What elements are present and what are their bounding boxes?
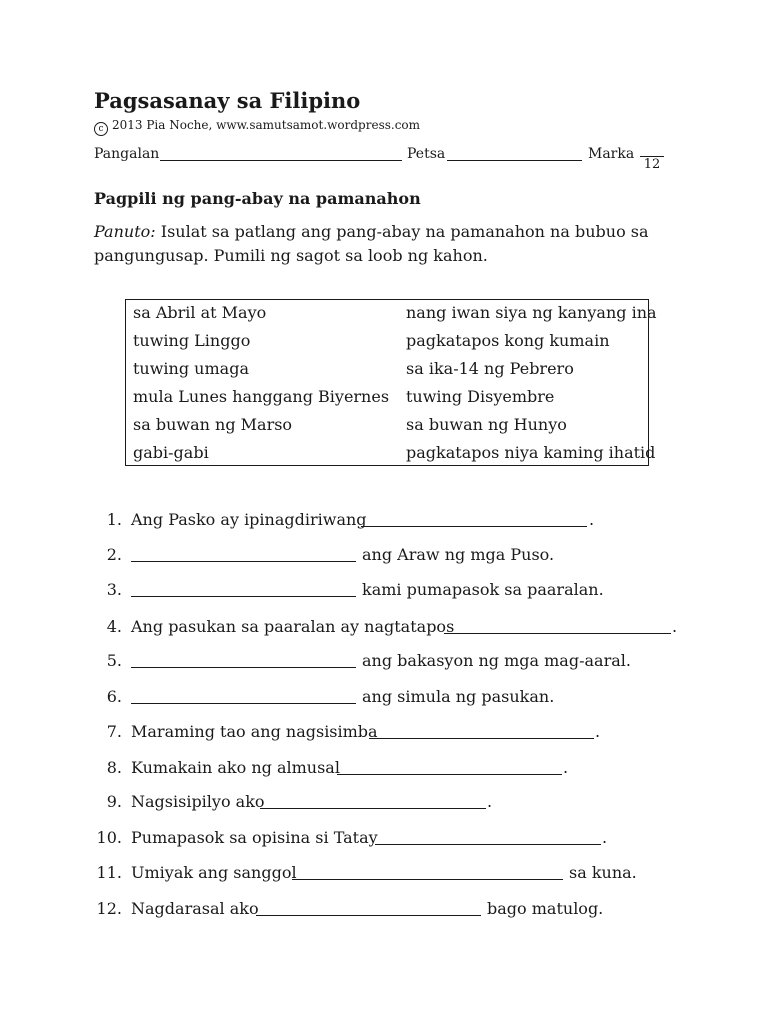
question-number: 8. xyxy=(106,758,122,777)
question-text: Kumakain ako ng almusal xyxy=(131,758,340,777)
page-title: Pagsasanay sa Filipino xyxy=(94,88,361,113)
choice-item: tuwing Disyembre xyxy=(406,387,555,406)
answer-blank[interactable] xyxy=(369,738,594,739)
choice-item: sa Abril at Mayo xyxy=(133,303,267,322)
question-text: Ang Pasko ay ipinagdiriwang xyxy=(131,510,367,529)
student-info-row xyxy=(94,146,674,172)
score-label: Marka xyxy=(588,146,635,162)
choice-item: sa ika-14 ng Pebrero xyxy=(406,359,574,378)
question-number: 10. xyxy=(96,828,122,847)
section-title: Pagpili ng pang-abay na pamanahon xyxy=(94,189,421,208)
question-number: 6. xyxy=(106,687,122,706)
question-text: Ang pasukan sa paaralan ay nagtatapos xyxy=(131,617,455,636)
question-number: 11. xyxy=(96,863,122,882)
question-number: 9. xyxy=(106,792,122,811)
question-number: 3. xyxy=(106,580,122,599)
copyright-text: 2013 Pia Noche, www.samutsamot.wordpress.com xyxy=(112,118,421,132)
question-text: Umiyak ang sanggol xyxy=(131,863,297,882)
question-text: Maraming tao ang nagsisimba xyxy=(131,722,378,741)
question-number: 5. xyxy=(106,651,122,670)
copyright-icon: c xyxy=(94,122,108,136)
question-text-end: ang Araw ng mga Puso. xyxy=(362,545,555,564)
instructions xyxy=(94,220,654,268)
choice-item: tuwing umaga xyxy=(133,359,249,378)
question-text-end: kami pumapasok sa paaralan. xyxy=(362,580,604,599)
question-number: 4. xyxy=(106,617,122,636)
date-field[interactable] xyxy=(447,160,582,161)
choice-item: mula Lunes hanggang Biyernes xyxy=(133,387,390,406)
answer-blank[interactable] xyxy=(375,844,601,845)
instructions-text-2: pangungusap. Pumili ng sagot sa loob ng kahon. xyxy=(94,246,488,265)
answer-blank[interactable] xyxy=(131,667,356,668)
name-label: Pangalan xyxy=(94,146,160,162)
answer-blank[interactable] xyxy=(292,879,563,880)
answer-blank[interactable] xyxy=(131,596,356,597)
answer-blank[interactable] xyxy=(131,561,356,562)
question-number: 7. xyxy=(106,722,122,741)
question-text-end: . xyxy=(595,722,601,741)
answer-blank[interactable] xyxy=(131,703,356,704)
choice-item: sa buwan ng Hunyo xyxy=(406,415,567,434)
question-number: 12. xyxy=(96,899,122,918)
question-text-end: sa kuna. xyxy=(569,863,637,882)
answer-blank[interactable] xyxy=(256,915,481,916)
question-text: Nagsisipilyo ako xyxy=(131,792,265,811)
choice-item: nang iwan siya ng kanyang ina xyxy=(406,303,657,322)
question-text-end: . xyxy=(563,758,569,777)
choice-item: pagkatapos niya kaming ihatid xyxy=(406,443,656,462)
question-text-end: . xyxy=(589,510,595,529)
question-text-end: . xyxy=(487,792,493,811)
instructions-text-1: Isulat sa patlang ang pang-abay na pamanahon na bubuo sa xyxy=(160,222,649,241)
copyright-line xyxy=(94,118,420,136)
question-text-end: ang bakasyon ng mga mag-aaral. xyxy=(362,651,631,670)
answer-blank[interactable] xyxy=(260,808,486,809)
choice-item: tuwing Linggo xyxy=(133,331,251,350)
date-label: Petsa xyxy=(407,146,446,162)
answer-choices-box xyxy=(125,299,657,466)
question-text: Nagdarasal ako xyxy=(131,899,259,918)
question-text-end: . xyxy=(672,617,678,636)
answer-blank[interactable] xyxy=(444,633,671,634)
score-total: 12 xyxy=(640,156,664,172)
answer-blank[interactable] xyxy=(337,774,562,775)
question-text: Pumapasok sa opisina si Tatay xyxy=(131,828,378,847)
question-text-end: ang simula ng pasukan. xyxy=(362,687,555,706)
choice-item: pagkatapos kong kumain xyxy=(406,331,610,350)
question-number: 2. xyxy=(106,545,122,564)
instructions-label: Panuto: xyxy=(94,222,156,241)
answer-blank[interactable] xyxy=(361,526,587,527)
question-text-end: . xyxy=(602,828,608,847)
name-field[interactable] xyxy=(160,160,402,161)
choice-item: gabi-gabi xyxy=(133,443,209,462)
question-text-end: bago matulog. xyxy=(487,899,604,918)
choice-item: sa buwan ng Marso xyxy=(133,415,293,434)
question-number: 1. xyxy=(106,510,122,529)
